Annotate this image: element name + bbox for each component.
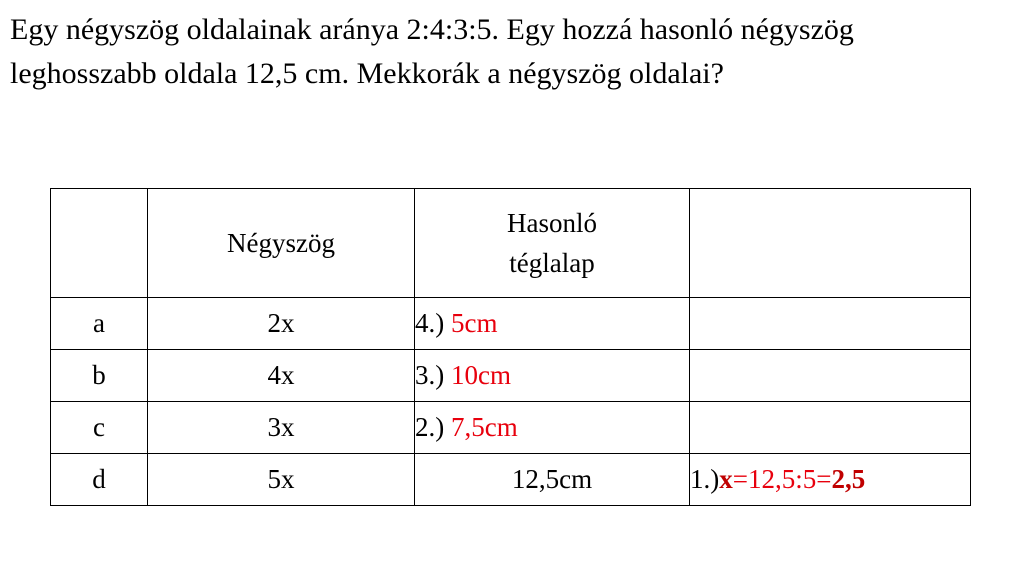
row-b-calc-cell [690,350,971,402]
row-a-similar-value [415,298,690,350]
table-row [51,402,971,454]
row-c-quad-value: 3x [148,402,415,454]
row-c-result: 7,5cm [451,412,518,442]
row-label-b: b [51,350,148,402]
solution-table [50,188,971,506]
row-label-a: a [51,298,148,350]
row-a-result: 5cm [451,308,498,338]
row-a-quad-value: 2x [148,298,415,350]
header-cell-blank-right [690,189,971,298]
table-row [51,350,971,402]
row-d-expression: =12,5:5= [732,464,832,494]
row-b-step-number: 3.) [415,360,445,390]
row-c-step-number: 2.) [415,412,445,442]
row-label-d: d [51,454,148,506]
row-d-calculation [690,454,971,506]
header-line-2: téglalap [509,248,595,278]
header-line-1: Hasonló [507,208,597,238]
row-d-similar-value: 12,5cm [415,454,690,506]
table-row [51,298,971,350]
row-b-quad-value: 4x [148,350,415,402]
row-b-result: 10cm [451,360,511,390]
table-header-row [51,189,971,298]
problem-statement [10,8,960,96]
row-label-c: c [51,402,148,454]
problem-statement-text: Egy négyszög oldalainak aránya 2:4:3:5. Egy hozzá hasonló négyszög leghosszabb oldala 12,5 cm. Mekkorák a négyszög oldalai? [10,13,854,90]
row-d-variable: x [719,464,733,494]
header-cell-quadrilateral: Négyszög [148,189,415,298]
row-b-similar-value [415,350,690,402]
row-d-step-number: 1.) [690,464,720,494]
row-d-result: 2,5 [831,464,866,494]
header-cell-blank-left [51,189,148,298]
row-c-similar-value [415,402,690,454]
row-c-calc-cell [690,402,971,454]
row-a-calc-cell [690,298,971,350]
table-row [51,454,971,506]
row-d-quad-value: 5x [148,454,415,506]
row-a-step-number: 4.) [415,308,445,338]
header-cell-similar-rectangle [415,189,690,298]
